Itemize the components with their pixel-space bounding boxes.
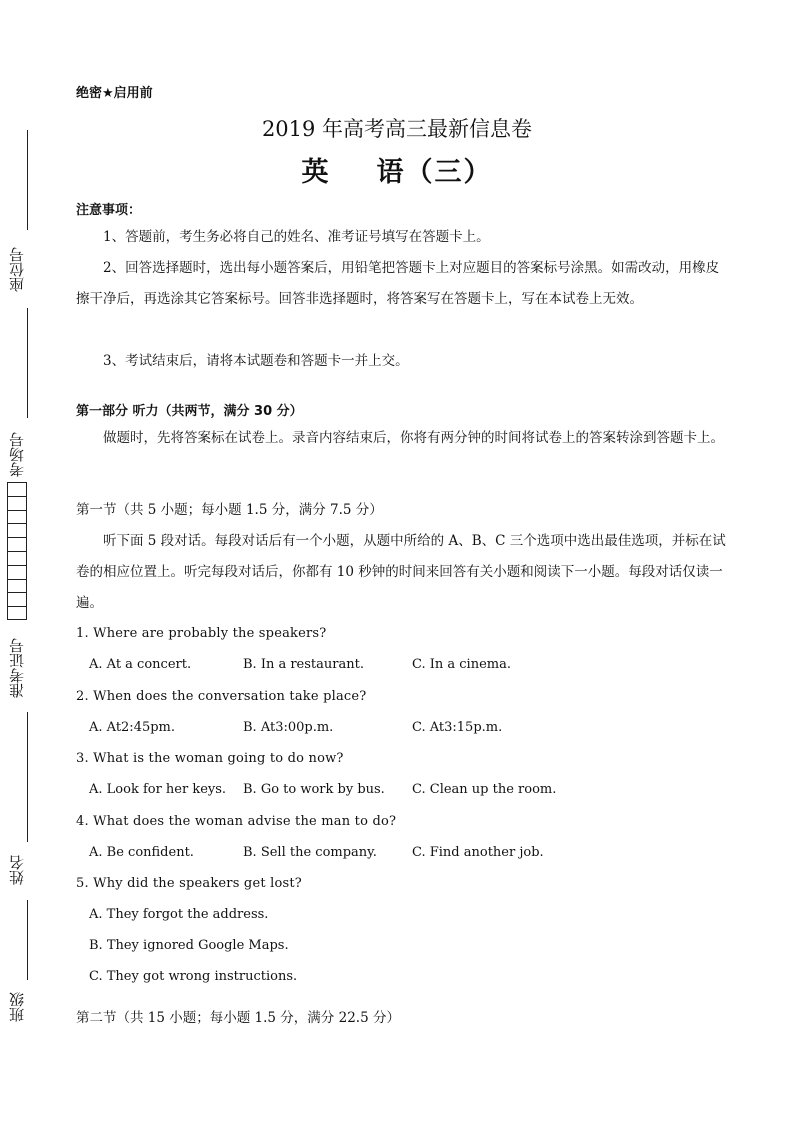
class-label: 班级 (8, 992, 26, 1022)
option-c: C. In a cinema. (412, 657, 511, 672)
margin-line (27, 712, 28, 842)
option-a: A. They forgot the address. (89, 907, 269, 922)
margin-line (27, 308, 28, 418)
question-2: 2. When does the conversation take place? (76, 689, 367, 704)
section2-heading: 第二节（共 15 小题；每小题 1.5 分，满分 22.5 分） (76, 1010, 400, 1026)
subject-title-part2: 语（三） (376, 157, 493, 188)
option-a: A. Look for her keys. (89, 782, 227, 797)
question-3: 3. What is the woman going to do now? (76, 751, 344, 766)
question-5: 5. Why did the speakers get lost? (76, 876, 302, 891)
option-a: A. At a concert. (89, 657, 192, 672)
subject-title-part1: 英 (301, 157, 331, 188)
option-b: B. At3:00p.m. (243, 720, 334, 735)
option-a: A. At2:45pm. (89, 720, 176, 735)
exam-room-label: 考场号 (8, 432, 26, 478)
option-b: B. They ignored Google Maps. (89, 938, 289, 953)
option-b: B. In a restaurant. (243, 657, 364, 672)
ticket-number-grid (7, 482, 27, 620)
notice-item-1: 1、答题前，考生务必将自己的姓名、准考证号填写在答题卡上。 (103, 229, 490, 245)
option-b: B. Sell the company. (243, 845, 377, 860)
part1-intro: 做题时，先将答案标在试卷上。录音内容结束后，你将有两分钟的时间将试卷上的答案转涂到答题卡上。 (103, 430, 724, 446)
notice-heading: 注意事项： (76, 203, 142, 218)
option-c: C. At3:15p.m. (412, 720, 503, 735)
exam-title: 2019 年高考高三最新信息卷 (261, 117, 533, 141)
notice-item-3: 3、考试结束后，请将本试题卷和答题卡一并上交。 (103, 353, 409, 369)
part1-heading: 第一部分 听力（共两节，满分 30 分） (76, 404, 303, 419)
option-c: C. Clean up the room. (412, 782, 557, 797)
option-c: C. Find another job. (412, 845, 544, 860)
seat-label: 座位号 (8, 247, 26, 293)
section1-heading: 第一节（共 5 小题；每小题 1.5 分，满分 7.5 分） (76, 502, 383, 518)
option-a: A. Be confident. (89, 845, 194, 860)
question-4: 4. What does the woman advise the man to do? (76, 814, 397, 829)
subject-title (0, 150, 794, 189)
notice-item-2: 2、回答选择题时，选出每小题答案后，用铅笔把答题卡上对应题目的答案标号涂黑。如需改动，用橡皮擦干净后，再选涂其它答案标号。回答非选择题时，将答案写在答题卡上，写在本试卷上无效。 (76, 260, 720, 307)
option-b: B. Go to work by bus. (243, 782, 385, 797)
ticket-label: 准考证号 (8, 638, 26, 698)
option-c: C. They got wrong instructions. (89, 969, 298, 984)
confidential-mark: 绝密★启用前 (76, 86, 153, 101)
margin-line (27, 900, 28, 980)
question-1: 1. Where are probably the speakers? (76, 626, 327, 641)
name-label: 姓名 (8, 855, 26, 885)
section1-intro: 听下面 5 段对话。每段对话后有一个小题，从题中所给的 A、B、C 三个选项中选出最佳选项，并标在试卷的相应位置上。听完每段对话后，你都有 10 秒钟的时间来回答有关小题和阅读下一小题。每段对话仅读一遍。 (76, 533, 726, 611)
